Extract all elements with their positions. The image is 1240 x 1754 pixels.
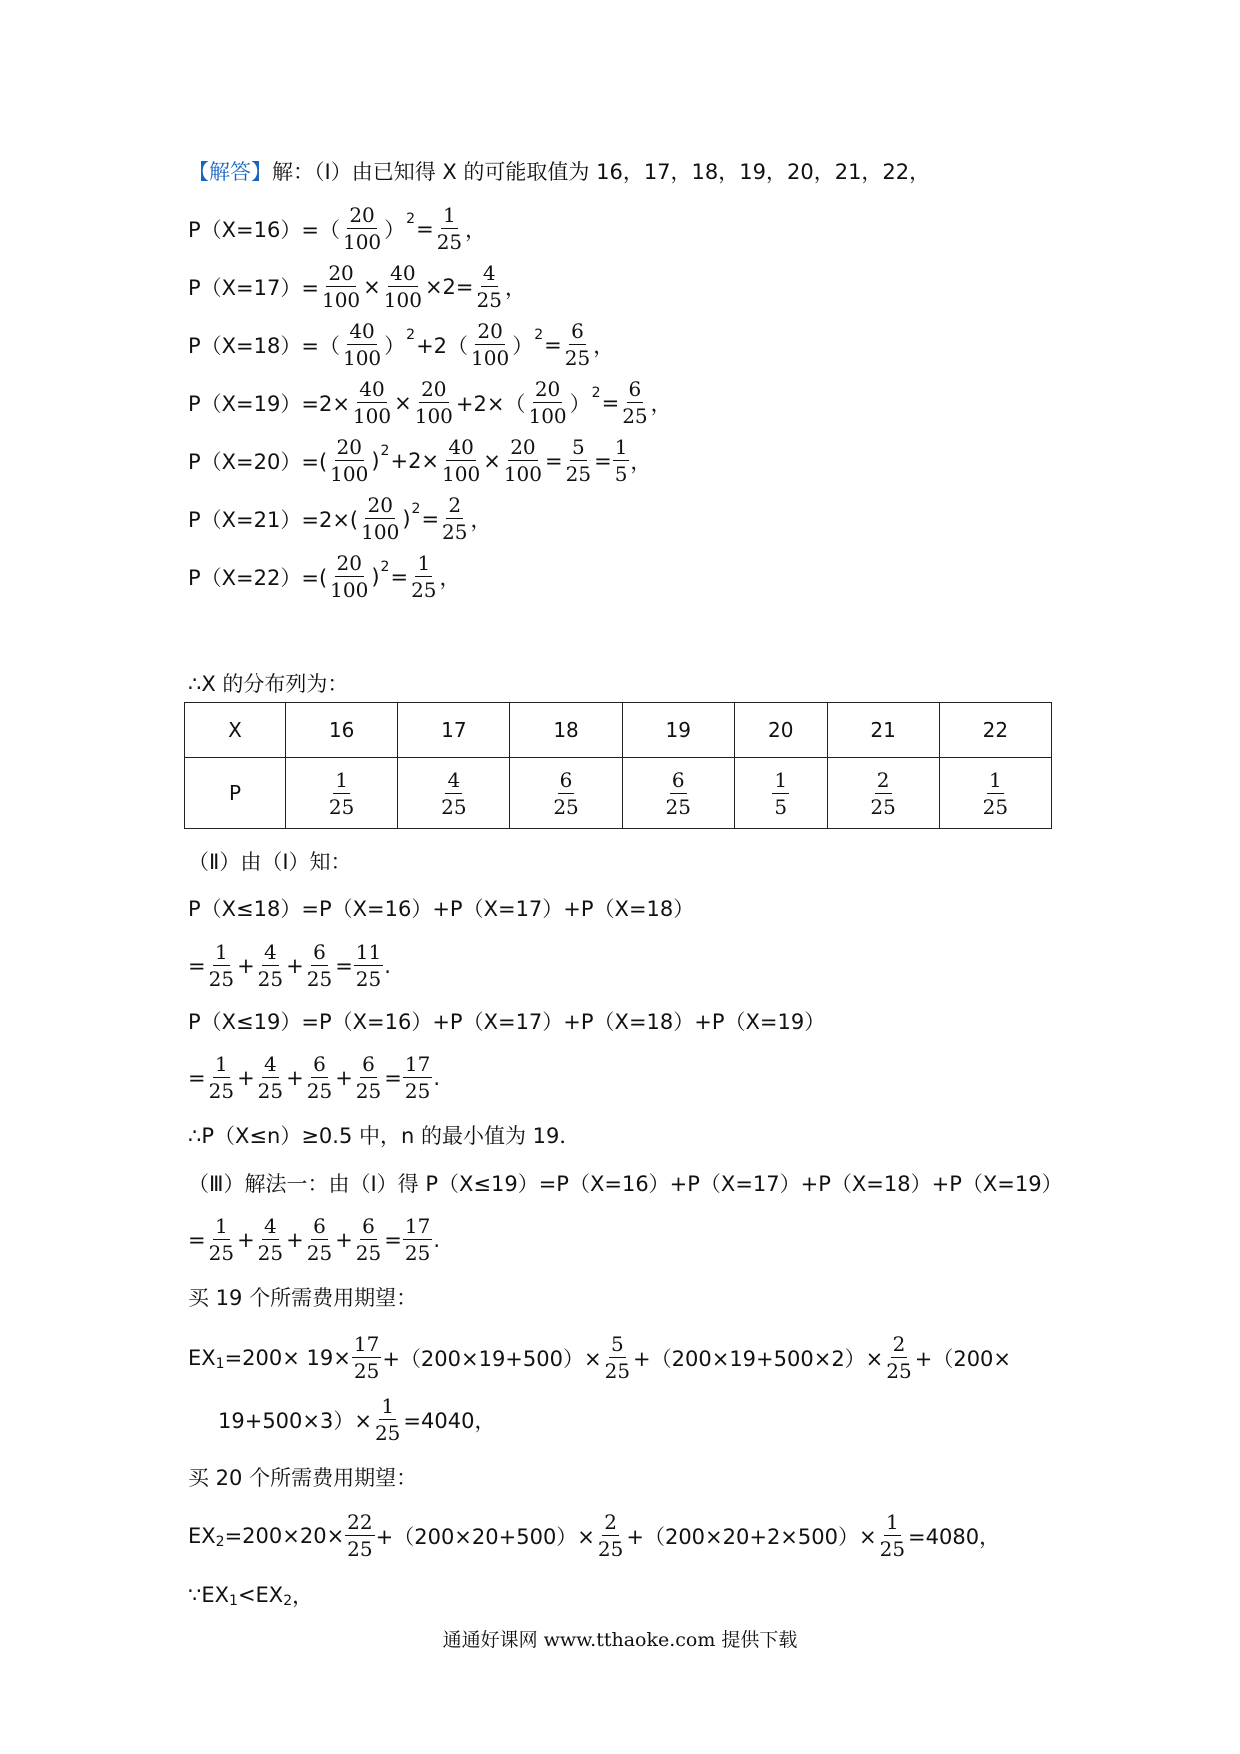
fraction: [354, 1216, 383, 1263]
numerator: 4: [482, 261, 496, 285]
text: P（X≤18）=P（X=16）+P（X=17）+P（X=18）: [188, 897, 695, 921]
numerator: 1: [214, 940, 228, 964]
text: =: [594, 448, 612, 473]
ex2-line: [188, 1512, 1000, 1559]
subscript: 2: [215, 1533, 225, 1550]
text: ): [402, 506, 411, 531]
text: ): [371, 564, 380, 589]
text: +2×: [390, 448, 440, 473]
text: ，: [465, 217, 487, 242]
fraction: [352, 1334, 381, 1381]
text: P（X=18）=（: [188, 333, 340, 358]
numerator: 1: [381, 1394, 395, 1418]
denominator: 25: [411, 578, 437, 602]
text: P（X=22）=(: [188, 565, 328, 590]
text: P（X=20）=(: [188, 449, 328, 474]
numerator: 6: [313, 1052, 326, 1076]
text: =: [545, 448, 563, 473]
fraction: [328, 553, 370, 600]
text: 买 19 个所需费用期望：: [188, 1286, 418, 1310]
text: （Ⅱ）由（Ⅰ）知：: [188, 850, 352, 874]
p19-line: [188, 379, 672, 426]
cumulative-18-line: [188, 893, 694, 923]
exponent: 2: [380, 442, 390, 459]
text: P（X=17）=: [188, 275, 319, 300]
text: P（X≤19）=P（X=16）+P（X=17）+P（X=18）+P（X=19）: [188, 1010, 826, 1034]
text: =: [188, 1065, 206, 1090]
text: =: [384, 1227, 402, 1252]
fraction: [440, 495, 469, 542]
table-row: [185, 758, 1052, 829]
table-cell: 16: [286, 703, 398, 758]
denominator: 100: [361, 520, 400, 544]
p22-line: [188, 553, 461, 600]
fraction: [868, 767, 897, 819]
text: =4040，: [403, 1408, 496, 1433]
numerator: 4: [447, 767, 461, 792]
text: ）: [512, 333, 534, 358]
denominator: 100: [414, 404, 453, 428]
fraction: [207, 1216, 236, 1263]
numerator: 6: [313, 1214, 326, 1238]
text: ，: [439, 565, 461, 590]
numerator: 6: [671, 767, 685, 792]
fraction: [409, 553, 438, 600]
buy19-heading: [188, 1282, 417, 1312]
exponent: 2: [406, 210, 416, 227]
fraction: [664, 767, 693, 819]
fraction: [981, 767, 1010, 819]
numerator: 2: [876, 767, 890, 792]
numerator: 20: [477, 319, 503, 343]
numerator: 1: [335, 767, 348, 792]
denominator: 25: [442, 520, 468, 544]
fraction: [475, 263, 504, 310]
fraction: [256, 1216, 285, 1263]
text: =200×20×: [224, 1523, 345, 1548]
fraction: [551, 767, 580, 819]
table-cell: X: [185, 703, 286, 758]
numerator: 17: [404, 1052, 431, 1076]
text: ∴P（X≤n）≥0.5 中，n 的最小值为 19．: [188, 1124, 581, 1148]
fraction: [373, 1396, 402, 1443]
text: P（X=16）=（: [188, 217, 340, 242]
fraction: [256, 942, 285, 989]
denominator: 25: [257, 967, 284, 991]
denominator: 100: [321, 288, 361, 312]
table-cell: [286, 758, 398, 829]
fraction: [207, 1054, 236, 1101]
denominator: 25: [404, 1079, 431, 1103]
exponent: 2: [534, 326, 544, 343]
part3-line: [188, 1168, 1063, 1198]
buy20-heading: [188, 1462, 417, 1492]
denominator: 25: [879, 1537, 906, 1561]
numerator: 40: [390, 261, 416, 285]
numerator: 1: [443, 203, 456, 227]
numerator: 6: [559, 767, 573, 792]
text: ，: [593, 333, 615, 358]
table-cell: [939, 758, 1051, 829]
table-cell: [510, 758, 622, 829]
fraction: [207, 942, 236, 989]
subscript: 1: [215, 1355, 225, 1372]
distribution-heading: [188, 668, 348, 698]
text: ，: [292, 1584, 314, 1608]
numerator: 2: [448, 493, 462, 517]
text: =: [416, 216, 434, 241]
fraction: [439, 767, 468, 819]
text: 买 20 个所需费用期望：: [188, 1466, 418, 1490]
text: +: [335, 1227, 353, 1252]
numerator: 1: [214, 1214, 228, 1238]
text: ×: [483, 448, 501, 473]
denominator: 25: [306, 1079, 333, 1103]
numerator: 1: [774, 767, 788, 792]
denominator: 25: [355, 967, 382, 991]
exponent: 2: [591, 384, 601, 401]
denominator: 25: [355, 1079, 382, 1103]
numerator: 20: [421, 377, 447, 401]
fraction: [620, 379, 649, 426]
fraction: [435, 205, 464, 252]
text: ，: [630, 449, 652, 474]
table-cell: 18: [510, 703, 622, 758]
part2-heading: [188, 846, 352, 876]
text: ，: [650, 391, 672, 416]
fraction: [440, 437, 482, 484]
denominator: 100: [352, 404, 392, 428]
text: +（200×19+500×2）×: [633, 1346, 884, 1371]
text: +2（: [416, 333, 469, 358]
table-cell: 19: [622, 703, 734, 758]
p18-line: [188, 321, 614, 368]
numerator: 20: [367, 493, 393, 517]
fraction: [526, 379, 568, 426]
fraction: [382, 263, 424, 310]
text: .: [433, 1065, 440, 1090]
text: =: [421, 506, 440, 531]
denominator: 100: [342, 230, 382, 254]
denominator: 25: [476, 288, 502, 312]
numerator: 20: [336, 551, 362, 575]
denominator: 25: [665, 794, 691, 819]
answer-tag: 【解答】: [188, 160, 272, 184]
text: +: [286, 1227, 304, 1252]
denominator: 25: [208, 1079, 235, 1103]
text: =: [544, 332, 562, 357]
part3-value-line: [188, 1216, 440, 1263]
text: =: [188, 1227, 206, 1252]
fraction: [354, 1054, 383, 1101]
denominator: 100: [383, 288, 422, 312]
denominator: 25: [328, 794, 355, 819]
p16-line: [188, 205, 486, 252]
text: EX: [188, 1523, 216, 1548]
table-cell: 21: [827, 703, 939, 758]
exponent: 2: [380, 558, 390, 575]
min-n-line: [188, 1120, 580, 1150]
numerator: 4: [264, 1052, 277, 1076]
denominator: 25: [870, 794, 896, 819]
table-cell: [734, 758, 827, 829]
denominator: 25: [604, 1359, 631, 1383]
numerator: 1: [885, 1510, 899, 1534]
numerator: 5: [571, 435, 585, 459]
text: =: [335, 953, 353, 978]
denominator: 25: [565, 462, 592, 486]
cumulative-19-line: [188, 1006, 825, 1036]
fraction: [341, 205, 383, 252]
text: ∴X 的分布列为：: [188, 672, 349, 696]
text: +: [237, 1227, 255, 1252]
p17-line: [188, 263, 526, 310]
fraction: [351, 379, 393, 426]
text: +: [286, 1065, 304, 1090]
table-cell: P: [185, 758, 286, 829]
text: EX: [188, 1345, 216, 1370]
denominator: 25: [441, 794, 467, 819]
denominator: 25: [306, 967, 333, 991]
fraction: [403, 1216, 432, 1263]
numerator: 20: [510, 435, 536, 459]
ex1-line: [188, 1334, 1011, 1381]
text: <EX: [237, 1583, 284, 1607]
subscript: 2: [283, 1593, 293, 1609]
denominator: 25: [347, 1537, 373, 1561]
fraction: [413, 379, 455, 426]
denominator: 25: [353, 1359, 380, 1383]
text: +: [335, 1065, 353, 1090]
fraction: [884, 1334, 913, 1381]
text: ×: [363, 274, 381, 299]
numerator: 17: [404, 1214, 431, 1238]
table-cell: 17: [398, 703, 510, 758]
fraction: [305, 942, 334, 989]
denominator: 25: [404, 1241, 431, 1265]
numerator: 6: [362, 1052, 375, 1076]
table-cell: 22: [939, 703, 1051, 758]
numerator: 20: [328, 261, 354, 285]
numerator: 1: [989, 767, 1002, 792]
text: +（200×: [914, 1346, 1012, 1371]
table-header-row: [185, 703, 1052, 758]
numerator: 4: [264, 1214, 277, 1238]
numerator: 11: [355, 940, 382, 964]
cumulative-18-value-line: [188, 942, 391, 989]
fraction: [564, 437, 593, 484]
denominator: 5: [774, 794, 788, 819]
numerator: 40: [349, 319, 375, 343]
fraction: [256, 1054, 285, 1101]
denominator: 25: [208, 1241, 235, 1265]
fraction: [469, 321, 511, 368]
text: P（X=21）=2×(: [188, 507, 359, 532]
text: +（200×20+500）×: [375, 1524, 595, 1549]
fraction: [305, 1054, 334, 1101]
table-cell: [398, 758, 510, 829]
cumulative-19-value-line: [188, 1054, 440, 1101]
text: ×2=: [424, 274, 474, 299]
numerator: 22: [347, 1510, 373, 1534]
fraction: [603, 1334, 632, 1381]
numerator: 6: [628, 377, 642, 401]
numerator: 20: [534, 377, 561, 401]
fraction: [596, 1512, 625, 1559]
numerator: 40: [359, 377, 385, 401]
denominator: 25: [306, 1241, 333, 1265]
denominator: 100: [330, 462, 369, 486]
fraction: [403, 1054, 432, 1101]
text: ，: [470, 507, 492, 532]
text: +: [286, 953, 304, 978]
denominator: 25: [436, 230, 463, 254]
text: （Ⅲ）解法一：由（Ⅰ）得 P（X≤19）=P（X=16）+P（X=17）+P（X=18）+P（X=19）: [188, 1172, 1063, 1196]
table-cell: [622, 758, 734, 829]
fraction: [563, 321, 592, 368]
denominator: 100: [342, 346, 382, 370]
exponent: 2: [406, 326, 416, 343]
table-cell: [827, 758, 939, 829]
denominator: 100: [503, 462, 543, 486]
text: =4080，: [908, 1524, 1001, 1549]
text: +（200×19+500）×: [382, 1346, 602, 1371]
denominator: 25: [257, 1079, 284, 1103]
fraction: [359, 495, 401, 542]
fraction: [772, 767, 789, 819]
denominator: 25: [597, 1537, 624, 1561]
numerator: 2: [892, 1332, 906, 1356]
text: ×: [394, 390, 412, 415]
text: ): [371, 448, 380, 473]
numerator: 1: [417, 551, 431, 575]
solution-intro-line: [188, 156, 930, 186]
fraction: [345, 1512, 374, 1559]
ex1-continued-line: [218, 1396, 495, 1443]
p20-line: [188, 437, 651, 484]
denominator: 25: [355, 1241, 382, 1265]
denominator: 100: [330, 578, 369, 602]
text: =: [384, 1065, 402, 1090]
text: =: [390, 564, 409, 589]
fraction: [341, 321, 383, 368]
numerator: 1: [614, 435, 628, 459]
numerator: 2: [604, 1510, 617, 1534]
denominator: 25: [886, 1359, 912, 1383]
fraction: [878, 1512, 907, 1559]
intro-text: 解：（Ⅰ）由已知得 X 的可能取值为 16，17，18，19，20，21，22，: [272, 160, 931, 184]
distribution-table: [184, 702, 1052, 829]
text: ∵EX: [188, 1583, 230, 1607]
fraction: [502, 437, 544, 484]
page-footer: 通通好课网 www.tthaoke.com 提供下载: [442, 1629, 798, 1651]
denominator: 25: [208, 967, 235, 991]
denominator: 25: [622, 404, 648, 428]
denominator: 100: [471, 346, 510, 370]
text: +（200×20+2×500）×: [626, 1524, 877, 1549]
text: =: [188, 953, 206, 978]
text: ，: [504, 275, 526, 300]
table-cell: 20: [734, 703, 827, 758]
exponent: 2: [411, 500, 421, 517]
denominator: 25: [564, 346, 591, 370]
text: +: [237, 1065, 255, 1090]
denominator: 25: [374, 1421, 401, 1445]
numerator: 6: [571, 319, 584, 343]
denominator: 5: [614, 462, 628, 486]
numerator: 20: [349, 203, 375, 227]
numerator: 5: [610, 1332, 624, 1356]
comparison-line: [188, 1580, 313, 1610]
text: .: [433, 1227, 440, 1252]
numerator: 6: [313, 940, 326, 964]
numerator: 40: [448, 435, 474, 459]
numerator: 4: [264, 940, 277, 964]
text: ）: [384, 333, 406, 358]
fraction: [328, 437, 370, 484]
denominator: 25: [257, 1241, 284, 1265]
text: +: [237, 953, 255, 978]
subscript: 1: [229, 1593, 238, 1609]
denominator: 100: [442, 462, 481, 486]
fraction: [613, 437, 630, 484]
denominator: 100: [528, 404, 567, 428]
fraction: [305, 1216, 334, 1263]
numerator: 20: [336, 435, 362, 459]
text: =200× 19×: [224, 1345, 351, 1370]
fraction: [320, 263, 362, 310]
text: .: [384, 953, 391, 978]
text: =: [601, 390, 620, 415]
text: 19+500×3）×: [218, 1408, 372, 1433]
denominator: 25: [982, 794, 1009, 819]
numerator: 17: [353, 1332, 380, 1356]
p21-line: [188, 495, 492, 542]
text: ）: [384, 217, 406, 242]
text: P（X=19）=2×: [188, 391, 350, 416]
numerator: 1: [214, 1052, 228, 1076]
text: ）: [569, 391, 591, 416]
fraction: [354, 942, 383, 989]
numerator: 6: [362, 1214, 375, 1238]
text: +2×（: [455, 391, 526, 416]
fraction: [327, 767, 356, 819]
denominator: 25: [553, 794, 579, 819]
